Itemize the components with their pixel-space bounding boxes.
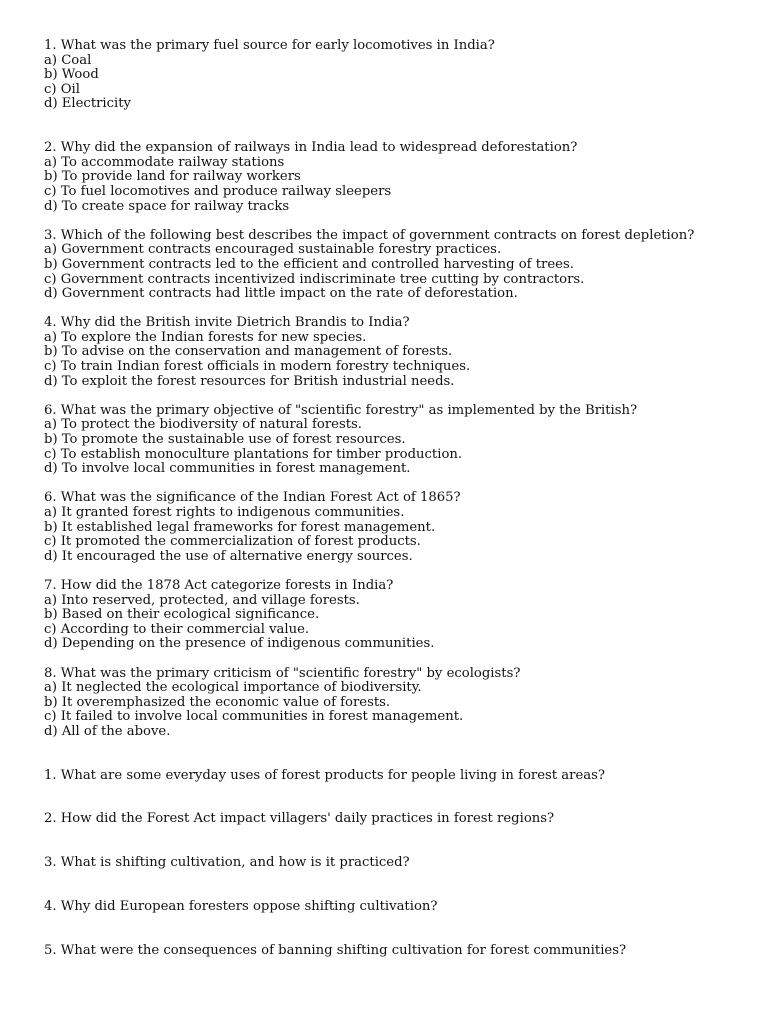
answer-option: a) To explore the Indian forests for new species.	[44, 329, 367, 345]
answer-option: d) It encouraged the use of alternative energy sources.	[44, 548, 413, 564]
mcq-question-block	[44, 39, 744, 112]
answer-option: b) To advise on the conservation and management of forests.	[44, 344, 453, 360]
mcq-question-block	[44, 316, 744, 389]
open-question: 3. What is shifting cultivation, and how is it practiced?	[44, 855, 410, 871]
answer-option: c) To fuel locomotives and produce railway sleepers	[44, 183, 392, 199]
question-text: 2. Why did the expansion of railways in India lead to widespread deforestation?	[44, 140, 578, 156]
answer-option: b) It overemphasized the economic value of forests.	[44, 694, 391, 710]
answer-option: a) To protect the biodiversity of natural forests.	[44, 417, 362, 433]
open-question: 1. What are some everyday uses of forest products for people living in forest areas?	[44, 767, 605, 783]
answer-option: a) Government contracts encouraged sustainable forestry practices.	[44, 242, 502, 258]
answer-option: d) Government contracts had little impact on the rate of deforestation.	[44, 286, 518, 302]
answer-option: d) To create space for railway tracks	[44, 198, 290, 214]
answer-option: b) To provide land for railway workers	[44, 169, 301, 185]
answer-option: a) It granted forest rights to indigenous communities.	[44, 505, 405, 520]
answer-option: b) Government contracts led to the efficient and controlled harvesting of trees.	[44, 256, 574, 272]
document-page	[44, 39, 744, 958]
mcq-question-block	[44, 667, 744, 740]
answer-option: d) To exploit the forest resources for British industrial needs.	[44, 373, 455, 389]
mcq-question-block	[44, 491, 744, 564]
answer-option: d) Depending on the presence of indigenous communities.	[44, 636, 435, 652]
mcq-question-block	[44, 229, 744, 302]
answer-option: d) All of the above.	[44, 723, 171, 739]
mcq-question-block	[44, 141, 744, 214]
answer-option: c) It promoted the commercialization of forest products.	[44, 534, 421, 550]
answer-option: a) Into reserved, protected, and village forests.	[44, 592, 360, 608]
answer-option: b) Based on their ecological significance.	[44, 607, 320, 623]
answer-option: c) It failed to involve local communities in forest management.	[44, 709, 464, 725]
open-question: 2. How did the Forest Act impact villagers' daily practices in forest regions?	[44, 811, 555, 827]
answer-option: c) To train Indian forest officials in modern forestry techniques.	[44, 359, 471, 375]
answer-option: a) Coal	[44, 52, 92, 68]
mcq-question-block	[44, 404, 744, 477]
question-text: 6. What was the significance of the Indian Forest Act of 1865?	[44, 490, 461, 506]
answer-option: b) It established legal frameworks for forest management.	[44, 519, 436, 535]
question-text: 4. Why did the British invite Dietrich Brandis to India?	[44, 315, 410, 331]
answer-option: b) To promote the sustainable use of forest resources.	[44, 432, 406, 448]
answer-option: b) Wood	[44, 67, 99, 83]
answer-option: c) Government contracts incentivized indiscriminate tree cutting by contractors.	[44, 271, 585, 287]
answer-option: a) It neglected the ecological importance of biodiversity.	[44, 680, 422, 696]
question-text: 7. How did the 1878 Act categorize forests in India?	[44, 577, 394, 593]
answer-option: c) To establish monoculture plantations for timber production.	[44, 446, 463, 462]
answer-option: d) Electricity	[44, 96, 131, 112]
answer-option: d) To involve local communities in forest management.	[44, 461, 411, 477]
question-text: 1. What was the primary fuel source for early locomotives in India?	[44, 38, 495, 53]
answer-option: c) Oil	[44, 81, 80, 97]
question-text: 8. What was the primary criticism of "scientific forestry" by ecologists?	[44, 665, 521, 681]
mcq-question-block	[44, 579, 744, 652]
open-question: 5. What were the consequences of banning shifting cultivation for forest communities?	[44, 942, 627, 958]
question-text: 3. Which of the following best describes the impact of government contracts on forest depletion?	[44, 227, 695, 243]
answer-option: c) According to their commercial value.	[44, 621, 310, 637]
open-question: 4. Why did European foresters oppose shifting cultivation?	[44, 899, 438, 915]
answer-option: a) To accommodate railway stations	[44, 154, 285, 170]
question-text: 6. What was the primary objective of "scientific forestry" as implemented by the British?	[44, 402, 638, 418]
